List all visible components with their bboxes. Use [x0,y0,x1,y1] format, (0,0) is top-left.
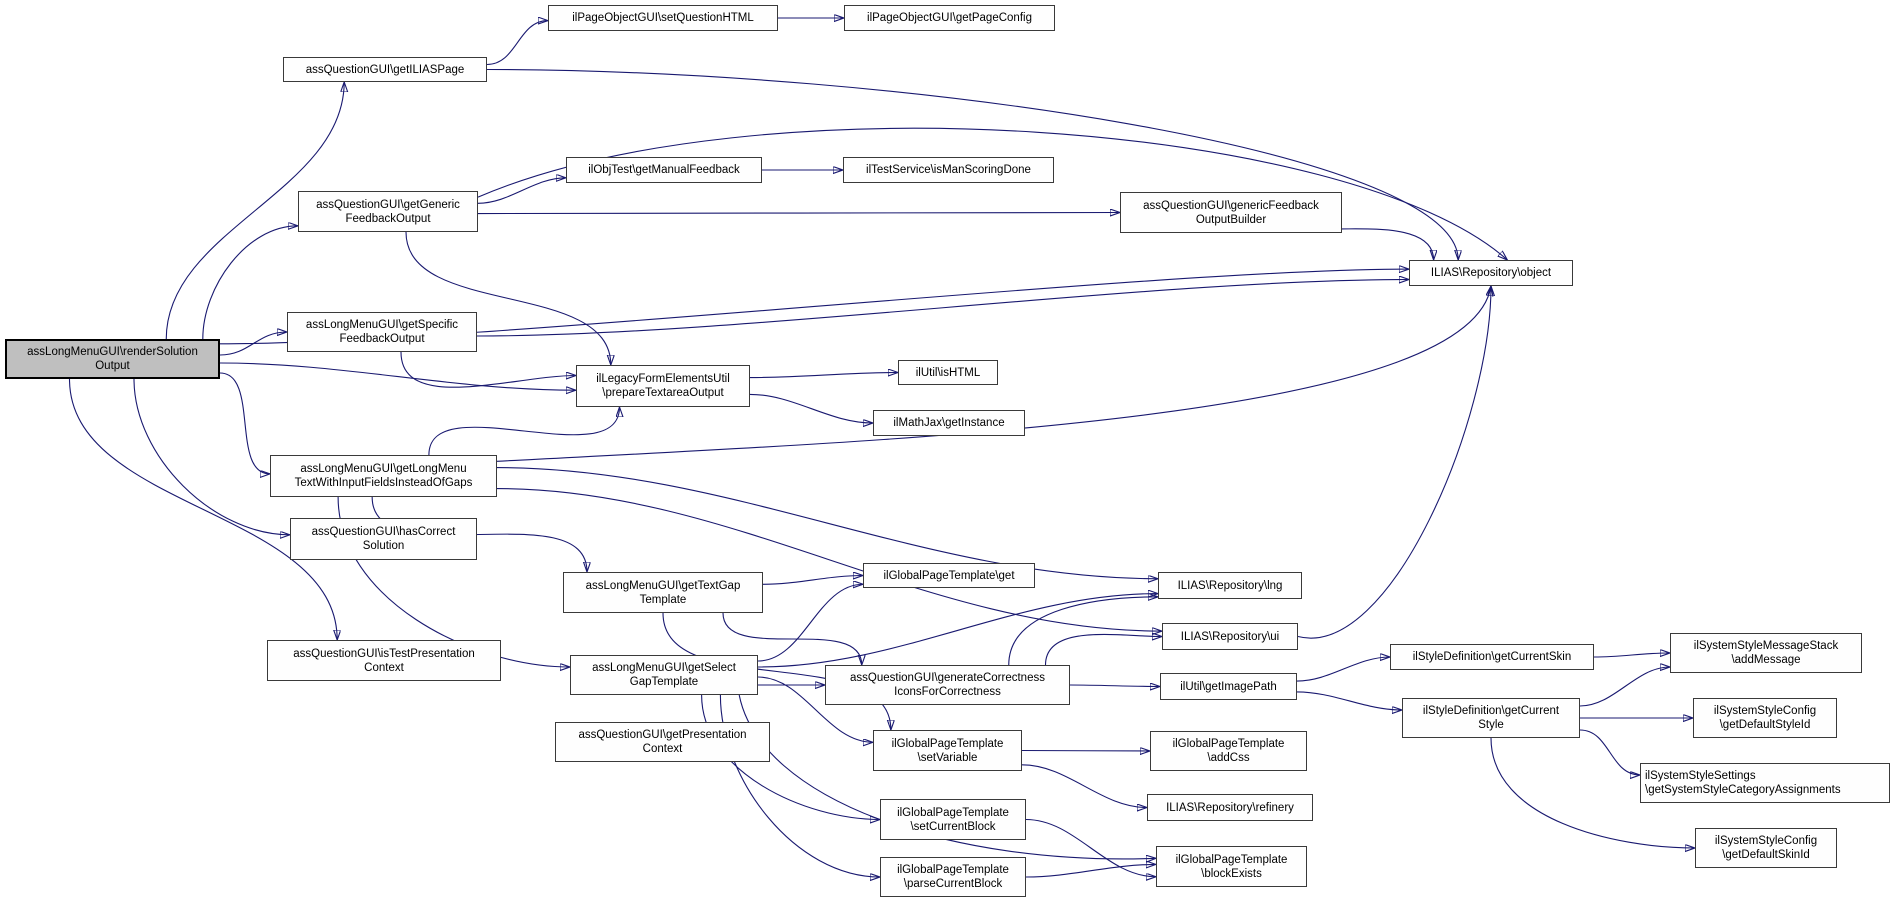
graph-node-label: ilObjTest\getManualFeedback [588,164,740,176]
graph-node-label: ilSystemStyleMessageStack [1693,640,1839,652]
graph-node-label: ilUtil\getImagePath [1180,680,1277,693]
graph-node-repositoryLng[interactable] [1158,572,1302,599]
graph-node-getCurrentSkin[interactable] [1390,644,1594,670]
graph-node-label: FeedbackOutput [345,212,431,225]
graph-node-label: TextWithInputFieldsInsteadOfGaps [294,477,473,489]
edge-generateCorrectnessIcons-to-repositoryUi [1046,634,1163,665]
graph-node-label: ILIAS\Repository\object [1430,267,1552,279]
graph-node-getTextGapTemplate[interactable] [563,572,763,613]
graph-node-label: ilGlobalPageTemplate\get [883,569,1015,582]
edge-getGenericFeedbackOutput-to-repositoryObject [478,128,1507,260]
graph-node-mathJaxGetInstance[interactable] [873,410,1025,436]
graph-node-setVariable[interactable] [873,730,1022,771]
graph-node-repositoryObject[interactable] [1409,260,1573,286]
edge-getSpecificFeedbackOutput-to-prepareTextareaOutput [401,352,576,387]
graph-node-isTestPresentationContext[interactable] [267,640,501,681]
edge-getCurrentStyle-to-getSystemStyleCategoryAssignments [1580,730,1640,775]
graph-node-isHTML[interactable] [898,360,998,385]
graph-node-getSelectGapTemplate[interactable] [570,655,758,695]
edge-renderSolutionOutput-to-isTestPresentationContext [70,379,338,640]
graph-node-repositoryUi[interactable] [1162,623,1298,650]
graph-node-blockExists[interactable] [1156,846,1307,887]
edge-getCurrentSkin-to-addMessage [1594,653,1670,657]
graph-node-label: ilTestService\isManScoringDone [866,164,1031,176]
graph-node-label: \getSystemStyleCategoryAssignments [1645,784,1841,796]
graph-node-label: assLongMenuGUI\getSpecific [305,319,459,331]
graph-node-setQuestionHTML[interactable] [548,5,778,31]
graph-node-getImagePath[interactable] [1160,673,1297,700]
graph-node-setCurrentBlock[interactable] [880,799,1026,840]
edge-renderSolutionOutput-to-getLongMenuText [220,373,270,474]
graph-node-getPresentationContext[interactable] [555,722,770,762]
graph-node-label: ilSystemStyleConfig [1713,705,1817,717]
graph-node-label: ilStyleDefinition\getCurrentSkin [1412,651,1572,663]
graph-node-getGenericFeedbackOutput[interactable] [298,191,478,232]
edge-setCurrentBlock-to-blockExists [1026,820,1156,877]
graph-node-label: ILIAS\Repository\lng [1177,579,1283,592]
graph-node-label: ilUtil\isHTML [915,366,981,379]
edge-prepareTextareaOutput-to-mathJaxGetInstance [750,394,873,423]
graph-node-label: \getDefaultStyleId [1719,719,1811,731]
graph-node-label: assQuestionGUI\getGeneric [316,198,460,211]
graph-node-renderSolutionOutput[interactable] [5,339,220,379]
graph-node-label: \setCurrentBlock [910,820,996,833]
graph-node-addMessage[interactable] [1670,633,1862,673]
graph-node-label: FeedbackOutput [339,333,425,345]
graph-node-label: \getDefaultSkinId [1722,849,1810,861]
edge-getCurrentStyle-to-addMessage [1580,667,1670,706]
edge-getILIASPage-to-setQuestionHTML [487,21,548,65]
edge-repositoryUi-to-repositoryObject [1298,286,1491,638]
graph-node-label: assLongMenuGUI\renderSolution [27,346,198,358]
graph-node-addCss[interactable] [1150,731,1307,771]
graph-node-label: ilGlobalPageTemplate [1172,738,1285,750]
graph-node-label: IconsForCorrectness [894,686,1001,698]
graph-node-label: ILIAS\Repository\refinery [1166,801,1294,814]
graph-node-label: ilGlobalPageTemplate [891,737,1004,750]
graph-node-label: Template [639,593,687,606]
graph-node-prepareTextareaOutput[interactable] [576,365,750,407]
edge-getLongMenuText-to-prepareTextareaOutput [429,407,620,455]
graph-node-label: Output [95,360,130,372]
graph-node-label: Context [364,661,404,674]
graph-node-parseCurrentBlock[interactable] [880,857,1026,897]
graph-node-getManualFeedback[interactable] [566,157,762,183]
graph-node-label: \parseCurrentBlock [903,878,1003,890]
graph-node-label: \blockExists [1201,867,1262,880]
graph-node-genericFeedbackOutputBuilder[interactable] [1120,192,1342,233]
graph-node-label: ilGlobalPageTemplate [897,806,1009,819]
graph-node-label: \prepareTextareaOutput [602,387,724,399]
graph-node-getILIASPage[interactable] [283,57,487,82]
graph-node-getPageConfig[interactable] [844,5,1055,31]
graph-node-hasCorrectSolution[interactable] [290,518,477,560]
graph-node-label: assQuestionGUI\genericFeedback [1143,199,1319,212]
graph-node-label: Solution [362,540,405,552]
edge-getImagePath-to-getCurrentStyle [1297,692,1402,710]
graph-node-generateCorrectnessIcons[interactable] [825,665,1070,705]
graph-node-getDefaultSkinId[interactable] [1695,828,1837,868]
graph-node-label: ilPageObjectGUI\setQuestionHTML [572,12,754,24]
graph-node-label: assQuestionGUI\isTestPresentation [293,647,475,660]
graph-node-label: Style [1478,719,1504,731]
graph-node-label: ilSystemStyleSettings [1645,770,1756,782]
graph-node-label: ilSystemStyleConfig [1714,835,1818,847]
graph-node-globalTplGet[interactable] [863,563,1035,588]
graph-node-label: \setVariable [917,751,978,764]
graph-node-label: \addMessage [1731,654,1801,666]
graph-node-label: ilGlobalPageTemplate [1175,853,1288,866]
graph-node-getSystemStyleCategoryAssignments[interactable] [1640,763,1890,803]
graph-node-label: GapTemplate [629,676,699,688]
edge-getSelectGapTemplate-to-repositoryLng [758,594,1158,667]
graph-node-label: assQuestionGUI\getPresentation [578,729,747,741]
graph-node-getSpecificFeedbackOutput[interactable] [287,312,477,352]
edge-getGenericFeedbackOutput-to-getManualFeedback [478,178,566,204]
graph-node-label: ilGlobalPageTemplate [897,864,1009,876]
graph-node-label: assLongMenuGUI\getTextGap [585,579,741,592]
edge-prepareTextareaOutput-to-isHTML [750,373,898,378]
graph-node-label: ilStyleDefinition\getCurrent [1422,705,1560,717]
graph-node-label: assQuestionGUI\generateCorrectness [850,672,1045,684]
graph-node-getLongMenuText[interactable] [270,455,497,497]
graph-node-label: \addCss [1207,752,1250,764]
graph-node-isManScoringDone[interactable] [843,157,1054,183]
graph-node-getCurrentStyle[interactable] [1402,698,1580,738]
edge-genericFeedbackOutputBuilder-to-repositoryObject [1342,229,1434,260]
edge-setVariable-to-addCss [1022,751,1150,752]
edge-renderSolutionOutput-to-hasCorrectSolution [134,379,290,535]
graph-node-label: ilLegacyFormElementsUtil [596,373,730,385]
graph-node-getDefaultStyleId[interactable] [1693,698,1837,738]
graph-node-label: assQuestionGUI\getILIASPage [305,63,465,76]
edge-getGenericFeedbackOutput-to-genericFeedbackOutputBuilder [478,213,1120,214]
edge-getSelectGapTemplate-to-globalTplGet [758,584,863,661]
edge-parseCurrentBlock-to-blockExists [1026,864,1156,877]
graph-node-label: assLongMenuGUI\getLongMenu [300,463,467,475]
graph-node-label: ilMathJax\getInstance [893,417,1005,429]
edge-getTextGapTemplate-to-globalTplGet [763,576,863,585]
graph-node-repositoryRefinery[interactable] [1147,794,1313,821]
graph-node-label: ILIAS\Repository\ui [1180,630,1280,643]
graph-node-label: OutputBuilder [1195,213,1267,226]
edge-generateCorrectnessIcons-to-getImagePath [1070,685,1160,687]
graph-node-label: Context [642,743,683,755]
edge-setVariable-to-repositoryRefinery [1022,765,1147,808]
graph-node-label: ilPageObjectGUI\getPageConfig [867,12,1032,24]
graph-node-label: assLongMenuGUI\getSelect [592,662,736,674]
graph-node-label: assQuestionGUI\hasCorrect [311,526,456,538]
edge-getLongMenuText-to-repositoryLng [497,468,1158,579]
edge-renderSolutionOutput-to-prepareTextareaOutput [220,363,576,390]
edge-getImagePath-to-getCurrentSkin [1297,657,1390,681]
edge-getSpecificFeedbackOutput-to-repositoryObject [477,280,1409,337]
